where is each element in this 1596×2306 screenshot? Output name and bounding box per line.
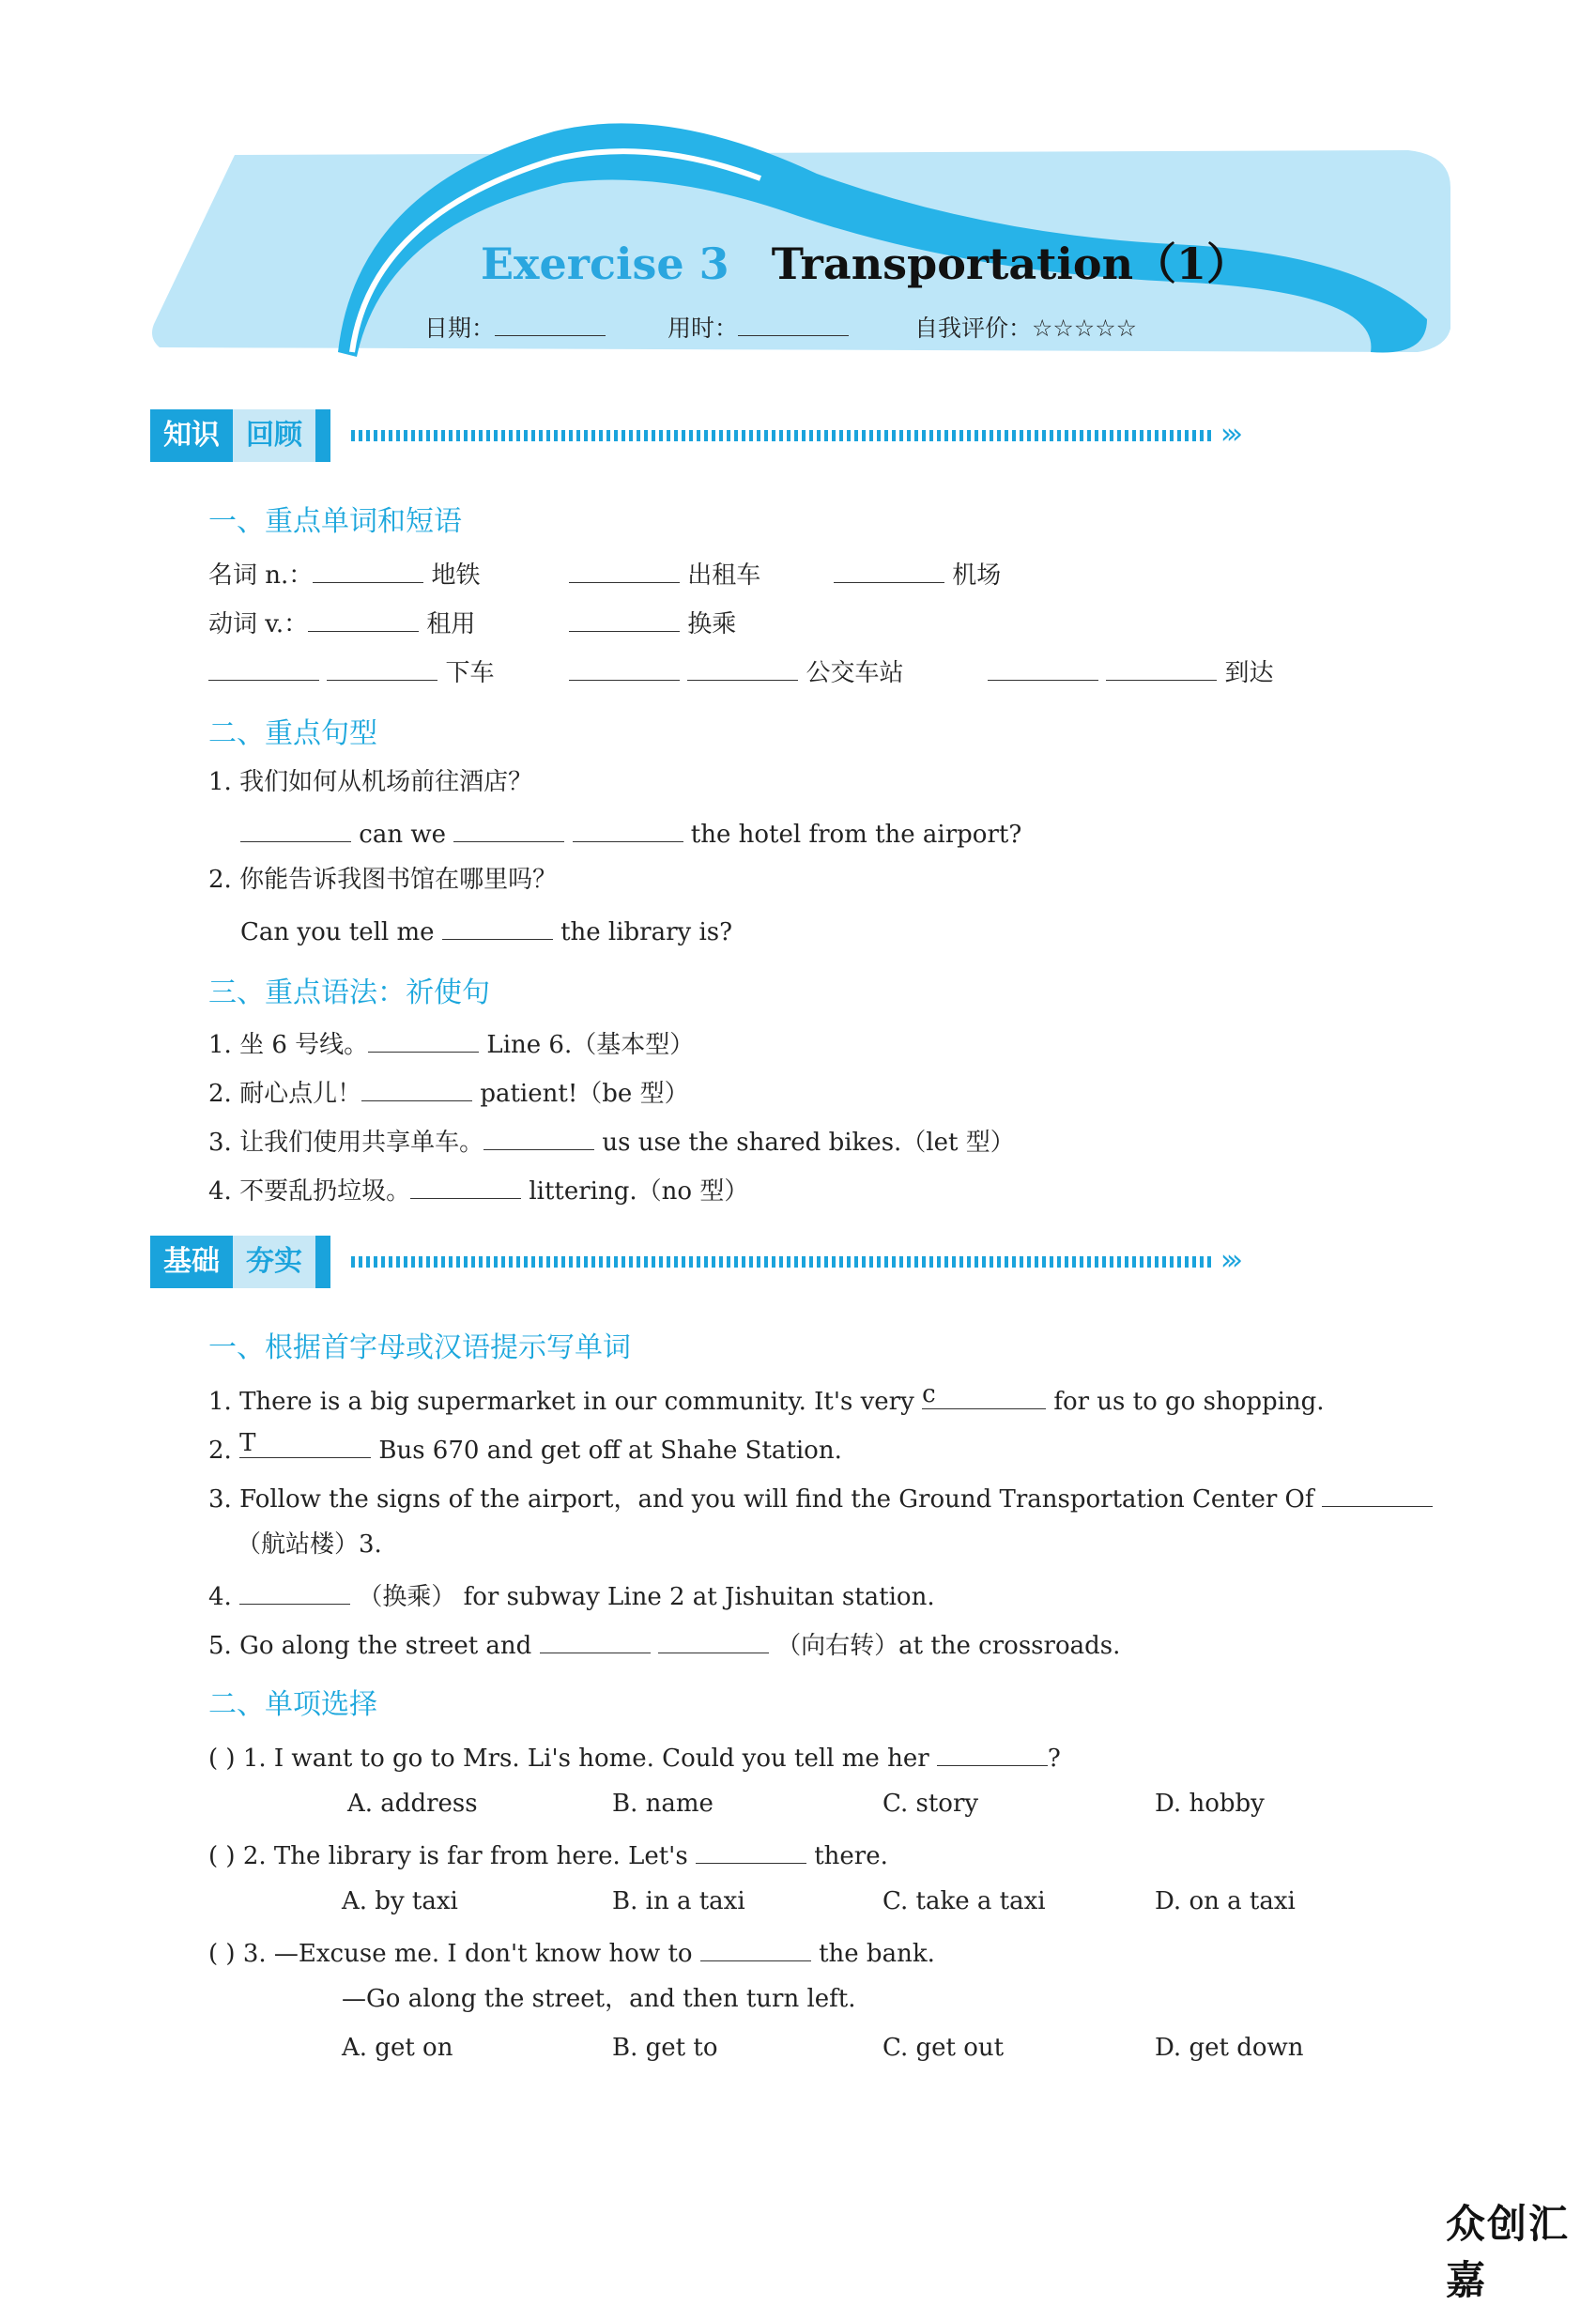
time-field[interactable]	[738, 313, 849, 336]
fill-question: 5. Go along the street and （向右转）at the crossroads.	[208, 1632, 1121, 1660]
choice-question: ( ) 3. —Excuse me. I don't know how to the bank.	[208, 1940, 935, 1968]
heading-multiple-choice: 二、单项选择	[208, 1688, 377, 1721]
page-title	[481, 230, 1250, 292]
exercise-number: Exercise 3	[481, 238, 729, 289]
fill-question: 3. Follow the signs of the airport，and you will find the Ground Transportation Center Of	[208, 1484, 1433, 1512]
dialogue-line: —Go along the street，and then turn left.	[342, 1985, 856, 2013]
rating-stars[interactable]: ☆☆☆☆☆	[1031, 315, 1138, 342]
dotted-divider	[351, 1256, 1215, 1268]
grammar-item: 3. 让我们使用共享单车。 us use the shared bikes.（let 型）	[208, 1129, 1015, 1157]
fill-question: 4. （换乘） for subway Line 2 at Jishuitan station.	[208, 1583, 935, 1611]
date-label: 日期：	[424, 315, 496, 342]
heading-key-words: 一、重点单词和短语	[208, 505, 462, 538]
option[interactable]: D. on a taxi	[1155, 1887, 1296, 1915]
phrase-row: 下车	[208, 657, 495, 685]
banner-badge-b: 夯实	[233, 1236, 315, 1288]
option[interactable]: D. hobby	[1155, 1790, 1265, 1818]
fill-question: 2. T Bus 670 and get off at Shahe Station.	[208, 1429, 842, 1465]
dotted-divider	[351, 430, 1215, 441]
banner-badge-a: 知识	[150, 409, 233, 462]
option[interactable]: A. get on	[342, 2034, 453, 2062]
option[interactable]: C. get out	[882, 2034, 1005, 2062]
noun-row: 名词 n.： 地铁	[208, 561, 481, 590]
answer-paren[interactable]: ( )	[208, 1842, 236, 1870]
grammar-item: 2. 耐心点儿！ patient!（be 型）	[208, 1080, 689, 1108]
chevrons-icon: ›››	[1220, 418, 1237, 451]
sentence-1-cn: 1. 我们如何从机场前往酒店？	[208, 768, 533, 796]
option[interactable]: C. take a taxi	[882, 1887, 1046, 1915]
option[interactable]: B. name	[612, 1790, 714, 1818]
grammar-item: 1. 坐 6 号线。 Line 6.（基本型）	[208, 1031, 695, 1059]
section-banner-basics	[150, 1236, 1277, 1288]
choice-question: ( ) 1. I want to go to Mrs. Li's home. Could you tell me her ?	[208, 1745, 1061, 1773]
option[interactable]: C. story	[882, 1790, 979, 1818]
verb-row: 动词 v.： 租用	[208, 610, 476, 638]
option[interactable]: A. by taxi	[342, 1887, 458, 1915]
rating-label: 自我评价：	[913, 315, 1032, 342]
fill-question: 1. There is a big supermarket in our community. It's very c for us to go shopping.	[208, 1380, 1325, 1416]
heading-key-sentences: 二、重点句型	[208, 717, 377, 750]
watermark: 众创汇嘉	[1446, 2201, 1571, 2303]
date-field[interactable]	[495, 313, 606, 336]
grammar-item: 4. 不要乱扔垃圾。 littering.（no 型）	[208, 1177, 749, 1206]
banner-badge-a: 基础	[150, 1236, 233, 1288]
option[interactable]: B. in a taxi	[612, 1887, 745, 1915]
chevrons-icon: ›››	[1220, 1244, 1237, 1277]
banner-badge-b: 回顾	[233, 409, 315, 462]
heading-grammar: 三、重点语法：祈使句	[208, 976, 490, 1009]
choice-question: ( ) 2. The library is far from here. Let's there.	[208, 1842, 888, 1870]
option[interactable]: D. get down	[1155, 2034, 1304, 2062]
sentence-2-cn: 2. 你能告诉我图书馆在哪里吗？	[208, 866, 558, 894]
answer-paren[interactable]: ( )	[208, 1745, 236, 1773]
sentence-1-en: can we the hotel from the airport?	[240, 819, 1021, 847]
section-banner-review	[150, 409, 1277, 462]
sentence-2-en: Can you tell me the library is?	[240, 918, 733, 946]
answer-paren[interactable]: ( )	[208, 1940, 236, 1968]
option[interactable]: A. address	[347, 1790, 478, 1818]
meta-line	[424, 310, 1137, 344]
option[interactable]: B. get to	[612, 2034, 718, 2062]
time-label: 用时：	[667, 315, 738, 342]
exercise-title: Transportation（1）	[771, 238, 1251, 289]
heading-write-words: 一、根据首字母或汉语提示写单词	[208, 1331, 631, 1364]
